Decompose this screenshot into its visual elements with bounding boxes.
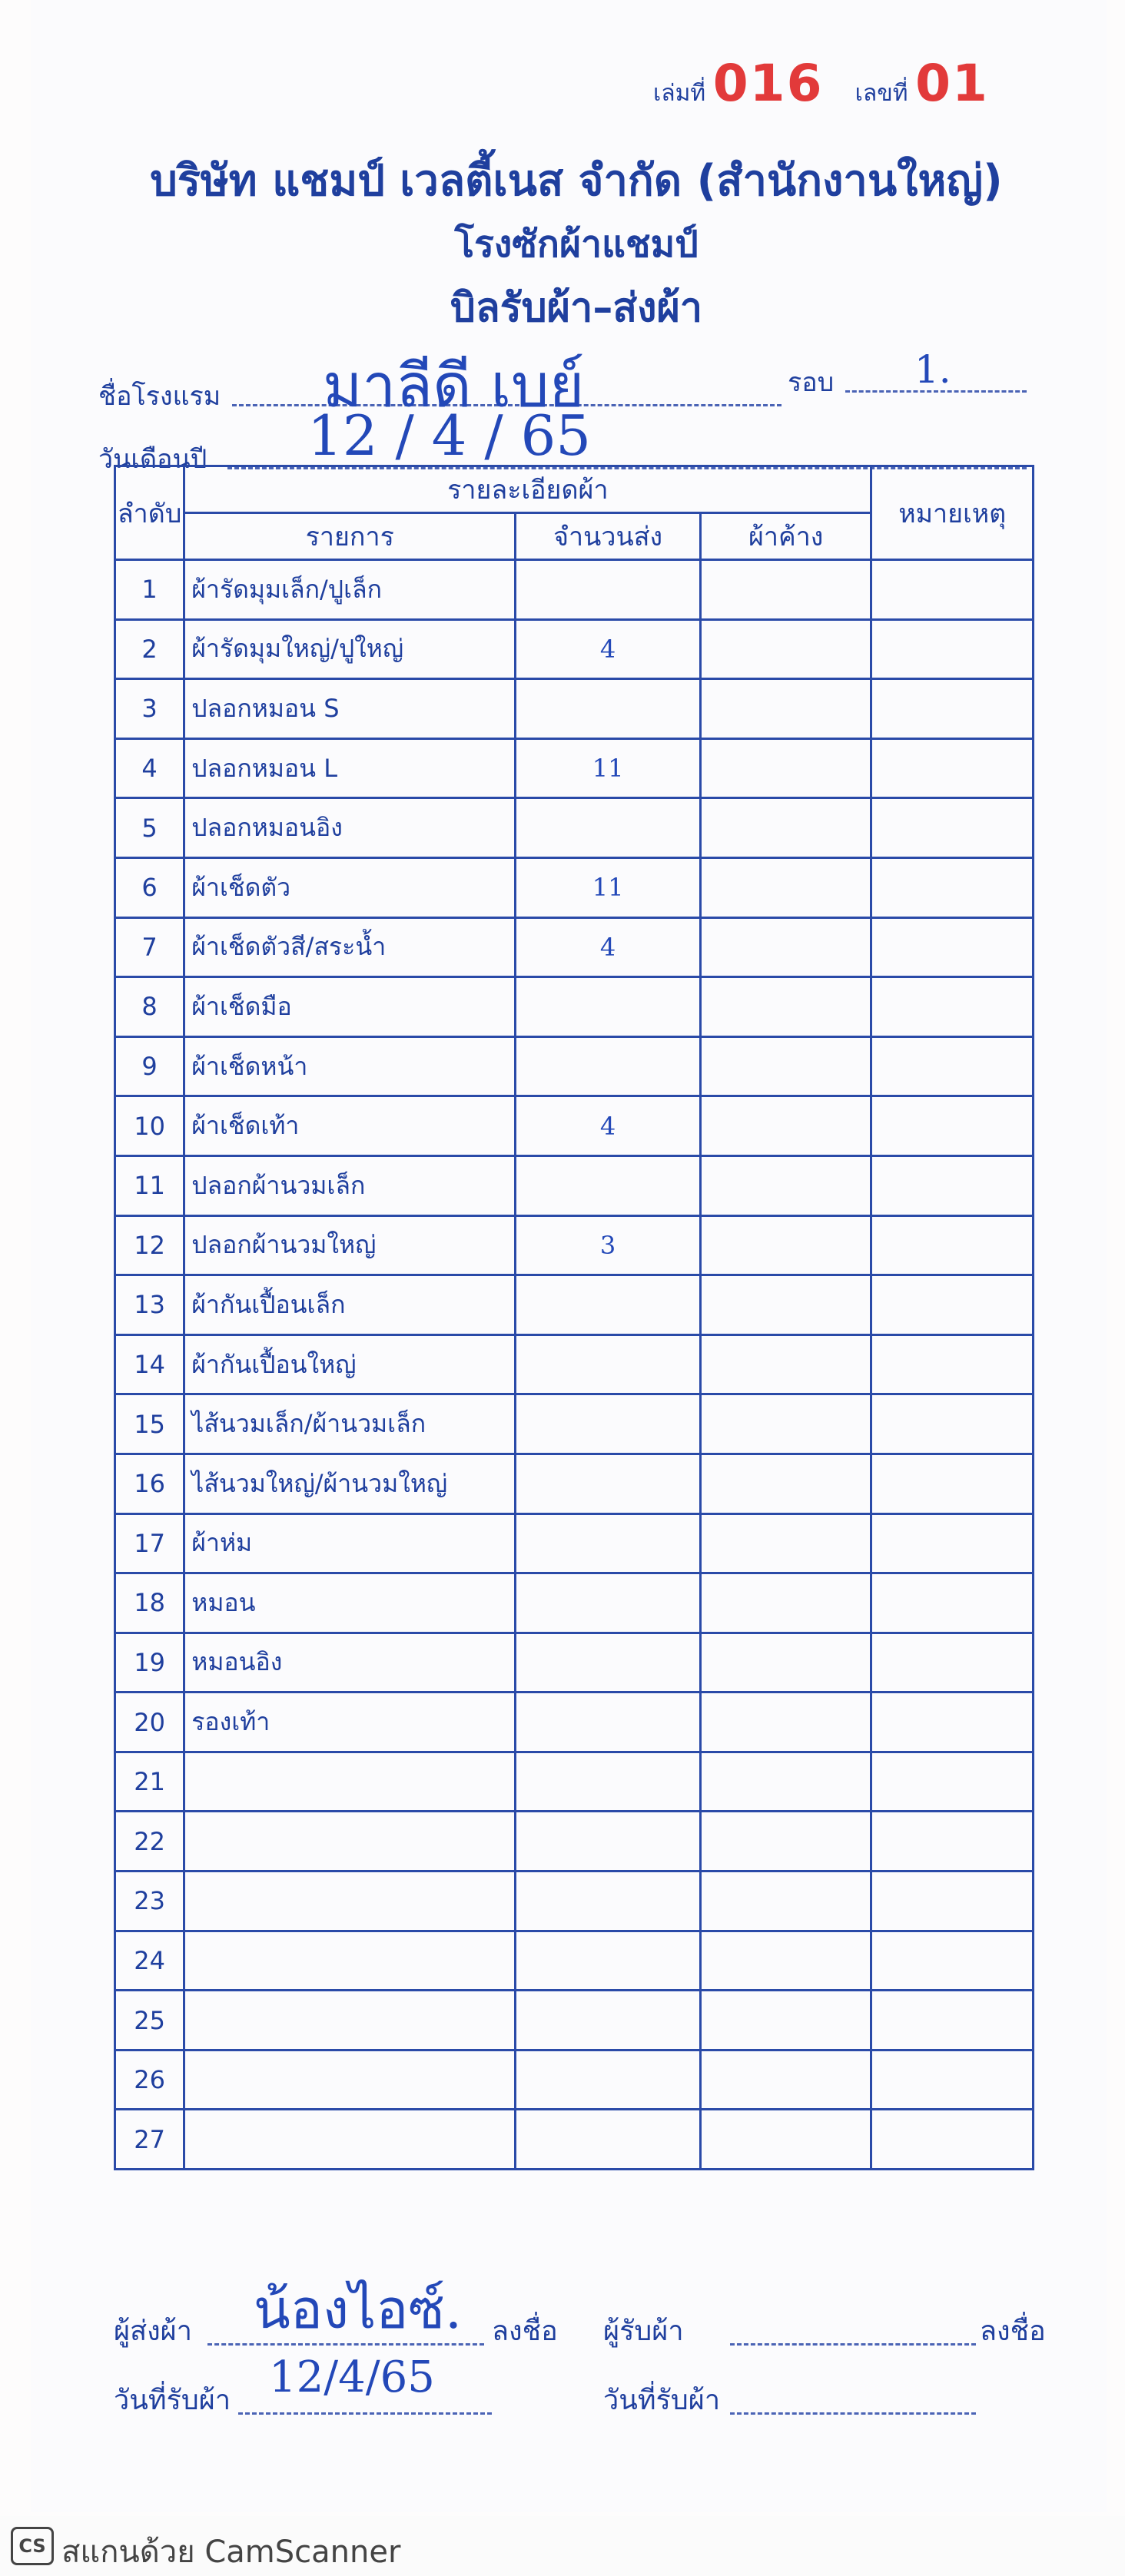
table-row <box>115 1513 1034 1573</box>
factory-name: โรงซักผ้าแชมป์ <box>454 223 699 266</box>
row-balance <box>700 1871 871 1931</box>
table-row <box>115 679 1034 739</box>
table-row <box>115 1334 1034 1394</box>
table-row <box>115 2110 1034 2170</box>
row-balance <box>700 1991 871 2051</box>
row-qty-sent <box>516 679 701 739</box>
col-header-note: หมายเหตุ <box>871 466 1034 560</box>
row-note <box>871 857 1034 917</box>
camscanner-logo-icon: CS <box>11 2527 54 2565</box>
row-qty-sent: 11 <box>516 738 701 798</box>
row-item-name: รองเท้า <box>184 1692 516 1752</box>
row-balance <box>700 977 871 1037</box>
row-qty-sent <box>516 798 701 858</box>
row-number: 23 <box>115 1871 184 1931</box>
row-number: 24 <box>115 1931 184 1991</box>
date-label: วันเดือนปี <box>98 444 207 475</box>
table-row <box>115 738 1034 798</box>
row-note <box>871 619 1034 679</box>
row-note <box>871 798 1034 858</box>
row-balance <box>700 1513 871 1573</box>
row-qty-sent <box>516 1692 701 1752</box>
table-row <box>115 560 1034 620</box>
row-balance <box>700 1633 871 1692</box>
row-item-name: ผ้ากันเปื้อนใหญ่ <box>184 1334 516 1394</box>
row-qty-sent <box>516 1036 701 1096</box>
row-item-name <box>184 1871 516 1931</box>
row-note <box>871 1155 1034 1215</box>
row-note <box>871 1215 1034 1275</box>
sign-label-left: ลงชื่อ <box>492 2316 558 2347</box>
row-item-name: ผ้าเช็ดหน้า <box>184 1036 516 1096</box>
row-number: 21 <box>115 1752 184 1812</box>
items-table <box>114 465 1034 2170</box>
row-balance <box>700 2110 871 2170</box>
row-balance <box>700 560 871 620</box>
row-item-name: ปลอกหมอน L <box>184 738 516 798</box>
row-number: 26 <box>115 2050 184 2110</box>
camscanner-text: สแกนด้วย CamScanner <box>61 2535 401 2570</box>
row-balance <box>700 857 871 917</box>
row-number: 14 <box>115 1334 184 1394</box>
row-qty-sent <box>516 1275 701 1335</box>
row-note <box>871 560 1034 620</box>
row-note <box>871 1036 1034 1096</box>
col-header-detail: รายละเอียดผ้า <box>184 466 871 513</box>
col-header-no: ลำดับ <box>115 466 184 560</box>
table-row <box>115 1812 1034 1871</box>
col-header-qty: จำนวนส่ง <box>516 513 701 560</box>
row-note <box>871 1334 1034 1394</box>
table-row <box>115 1573 1034 1633</box>
row-item-name: ผ้าเช็ดเท้า <box>184 1096 516 1156</box>
row-item-name: ไส้นวมเล็ก/ผ้านวมเล็ก <box>184 1394 516 1454</box>
row-number: 11 <box>115 1155 184 1215</box>
receive-date-value: 12/4/65 <box>269 2352 435 2402</box>
no-number: 01 <box>915 54 989 113</box>
row-number: 3 <box>115 679 184 739</box>
row-number: 10 <box>115 1096 184 1156</box>
row-item-name: ผ้ารัดมุมเล็ก/ปูเล็ก <box>184 560 516 620</box>
row-item-name <box>184 1812 516 1871</box>
table-row <box>115 1036 1034 1096</box>
row-note <box>871 738 1034 798</box>
book-number-block <box>653 54 989 113</box>
row-balance <box>700 1036 871 1096</box>
sender-label: ผู้ส่งผ้า <box>114 2316 192 2347</box>
row-balance <box>700 738 871 798</box>
sender-signature: น้องไอซ์. <box>254 2278 463 2341</box>
row-qty-sent <box>516 1394 701 1454</box>
row-item-name: ผ้ารัดมุมใหญ่/ปูใหญ่ <box>184 619 516 679</box>
row-number: 7 <box>115 917 184 977</box>
table-row <box>115 857 1034 917</box>
row-number: 19 <box>115 1633 184 1692</box>
row-item-name: ปลอกผ้านวมใหญ่ <box>184 1215 516 1275</box>
row-balance <box>700 1215 871 1275</box>
row-item-name: ปลอกหมอนอิง <box>184 798 516 858</box>
row-qty-sent <box>516 1454 701 1513</box>
row-item-name: ผ้าเช็ดตัวสี/สระน้ำ <box>184 917 516 977</box>
row-item-name: ผ้าเช็ดมือ <box>184 977 516 1037</box>
table-row <box>115 1096 1034 1156</box>
row-number: 20 <box>115 1692 184 1752</box>
row-item-name <box>184 1752 516 1812</box>
table-row <box>115 1991 1034 2051</box>
receive-date-label-left: วันที่รับผ้า <box>114 2385 231 2416</box>
row-number: 17 <box>115 1513 184 1573</box>
row-item-name: หมอนอิง <box>184 1633 516 1692</box>
row-balance <box>700 917 871 977</box>
row-number: 4 <box>115 738 184 798</box>
row-qty-sent <box>516 977 701 1037</box>
row-qty-sent <box>516 560 701 620</box>
row-note <box>871 1513 1034 1573</box>
row-qty-sent <box>516 1155 701 1215</box>
row-number: 9 <box>115 1036 184 1096</box>
receiver-dotline <box>730 2343 976 2346</box>
company-name: บริษัท แชมป์ เวลตี้เนส จำกัด (สำนักงานใหญ่) <box>150 156 1003 206</box>
table-row <box>115 619 1034 679</box>
row-note <box>871 1692 1034 1752</box>
book-number: 016 <box>712 54 824 113</box>
row-qty-sent: 11 <box>516 857 701 917</box>
row-note <box>871 1752 1034 1812</box>
row-qty-sent <box>516 2110 701 2170</box>
table-row <box>115 798 1034 858</box>
row-number: 25 <box>115 1991 184 2051</box>
table-row <box>115 1871 1034 1931</box>
bill-title: บิลรับผ้า–ส่งผ้า <box>450 285 703 331</box>
row-balance <box>700 1096 871 1156</box>
row-item-name: ปลอกหมอน S <box>184 679 516 739</box>
round-label: รอบ <box>788 367 835 398</box>
row-item-name: ไส้นวมใหญ่/ผ้านวมใหญ่ <box>184 1454 516 1513</box>
table-row <box>115 1454 1034 1513</box>
row-note <box>871 679 1034 739</box>
row-balance <box>700 1573 871 1633</box>
receive-date-dotline-right <box>730 2412 976 2415</box>
row-note <box>871 1394 1034 1454</box>
row-note <box>871 2110 1034 2170</box>
col-header-item: รายการ <box>184 513 516 560</box>
book-label: เล่มที่ <box>653 80 706 107</box>
row-balance <box>700 1812 871 1871</box>
row-note <box>871 917 1034 977</box>
row-number: 1 <box>115 560 184 620</box>
row-number: 12 <box>115 1215 184 1275</box>
receiver-label: ผู้รับผ้า <box>603 2316 684 2347</box>
row-qty-sent <box>516 1573 701 1633</box>
row-number: 5 <box>115 798 184 858</box>
row-qty-sent: 4 <box>516 619 701 679</box>
row-qty-sent <box>516 1513 701 1573</box>
table-row <box>115 1155 1034 1215</box>
hotel-label: ชื่อโรงแรม <box>98 381 221 412</box>
row-balance <box>700 1692 871 1752</box>
row-qty-sent: 3 <box>516 1215 701 1275</box>
row-item-name: ปลอกผ้านวมเล็ก <box>184 1155 516 1215</box>
table-row <box>115 917 1034 977</box>
row-item-name <box>184 2050 516 2110</box>
row-note <box>871 1931 1034 1991</box>
table-row <box>115 1633 1034 1692</box>
row-number: 2 <box>115 619 184 679</box>
row-qty-sent <box>516 1991 701 2051</box>
row-item-name <box>184 1991 516 2051</box>
row-balance <box>700 1752 871 1812</box>
table-row <box>115 1931 1034 1991</box>
row-qty-sent <box>516 1871 701 1931</box>
table-row <box>115 1692 1034 1752</box>
row-balance <box>700 679 871 739</box>
row-balance <box>700 2050 871 2110</box>
row-item-name: ผ้าห่ม <box>184 1513 516 1573</box>
row-balance <box>700 1931 871 1991</box>
row-item-name <box>184 2110 516 2170</box>
row-item-name <box>184 1931 516 1991</box>
row-number: 13 <box>115 1275 184 1335</box>
row-note <box>871 1275 1034 1335</box>
row-balance <box>700 1334 871 1394</box>
row-qty-sent <box>516 1931 701 1991</box>
row-qty-sent <box>516 2050 701 2110</box>
row-qty-sent: 4 <box>516 1096 701 1156</box>
row-qty-sent: 4 <box>516 917 701 977</box>
round-value: 1. <box>914 347 951 392</box>
row-balance <box>700 1155 871 1215</box>
row-balance <box>700 619 871 679</box>
row-balance <box>700 798 871 858</box>
table-body <box>115 560 1034 2170</box>
receive-date-label-right: วันที่รับผ้า <box>603 2385 721 2416</box>
row-note <box>871 1454 1034 1513</box>
row-note <box>871 1871 1034 1931</box>
table-row <box>115 1394 1034 1454</box>
row-item-name: ผ้าเช็ดตัว <box>184 857 516 917</box>
col-header-balance: ผ้าค้าง <box>700 513 871 560</box>
row-number: 15 <box>115 1394 184 1454</box>
row-item-name: ผ้ากันเปื้อนเล็ก <box>184 1275 516 1335</box>
row-note <box>871 1812 1034 1871</box>
table-row <box>115 1275 1034 1335</box>
table-row <box>115 977 1034 1037</box>
table-row <box>115 1215 1034 1275</box>
row-number: 18 <box>115 1573 184 1633</box>
row-note <box>871 2050 1034 2110</box>
row-note <box>871 1573 1034 1633</box>
row-qty-sent <box>516 1334 701 1394</box>
row-number: 22 <box>115 1812 184 1871</box>
no-label: เลขที่ <box>855 80 908 107</box>
row-note <box>871 1991 1034 2051</box>
receive-date-dotline-left <box>238 2412 492 2415</box>
row-number: 16 <box>115 1454 184 1513</box>
row-qty-sent <box>516 1752 701 1812</box>
row-balance <box>700 1394 871 1454</box>
row-note <box>871 1096 1034 1156</box>
row-balance <box>700 1275 871 1335</box>
row-qty-sent <box>516 1633 701 1692</box>
camscanner-watermark <box>0 2516 1125 2576</box>
row-note <box>871 1633 1034 1692</box>
row-number: 8 <box>115 977 184 1037</box>
row-item-name: หมอน <box>184 1573 516 1633</box>
sign-label-right: ลงชื่อ <box>980 2316 1046 2347</box>
table-row <box>115 1752 1034 1812</box>
row-number: 27 <box>115 2110 184 2170</box>
row-note <box>871 977 1034 1037</box>
row-qty-sent <box>516 1812 701 1871</box>
table-row <box>115 2050 1034 2110</box>
date-value: 12 / 4 / 65 <box>307 403 592 468</box>
row-number: 6 <box>115 857 184 917</box>
hotel-value: มาลีดี เบย์ <box>323 352 585 421</box>
row-balance <box>700 1454 871 1513</box>
